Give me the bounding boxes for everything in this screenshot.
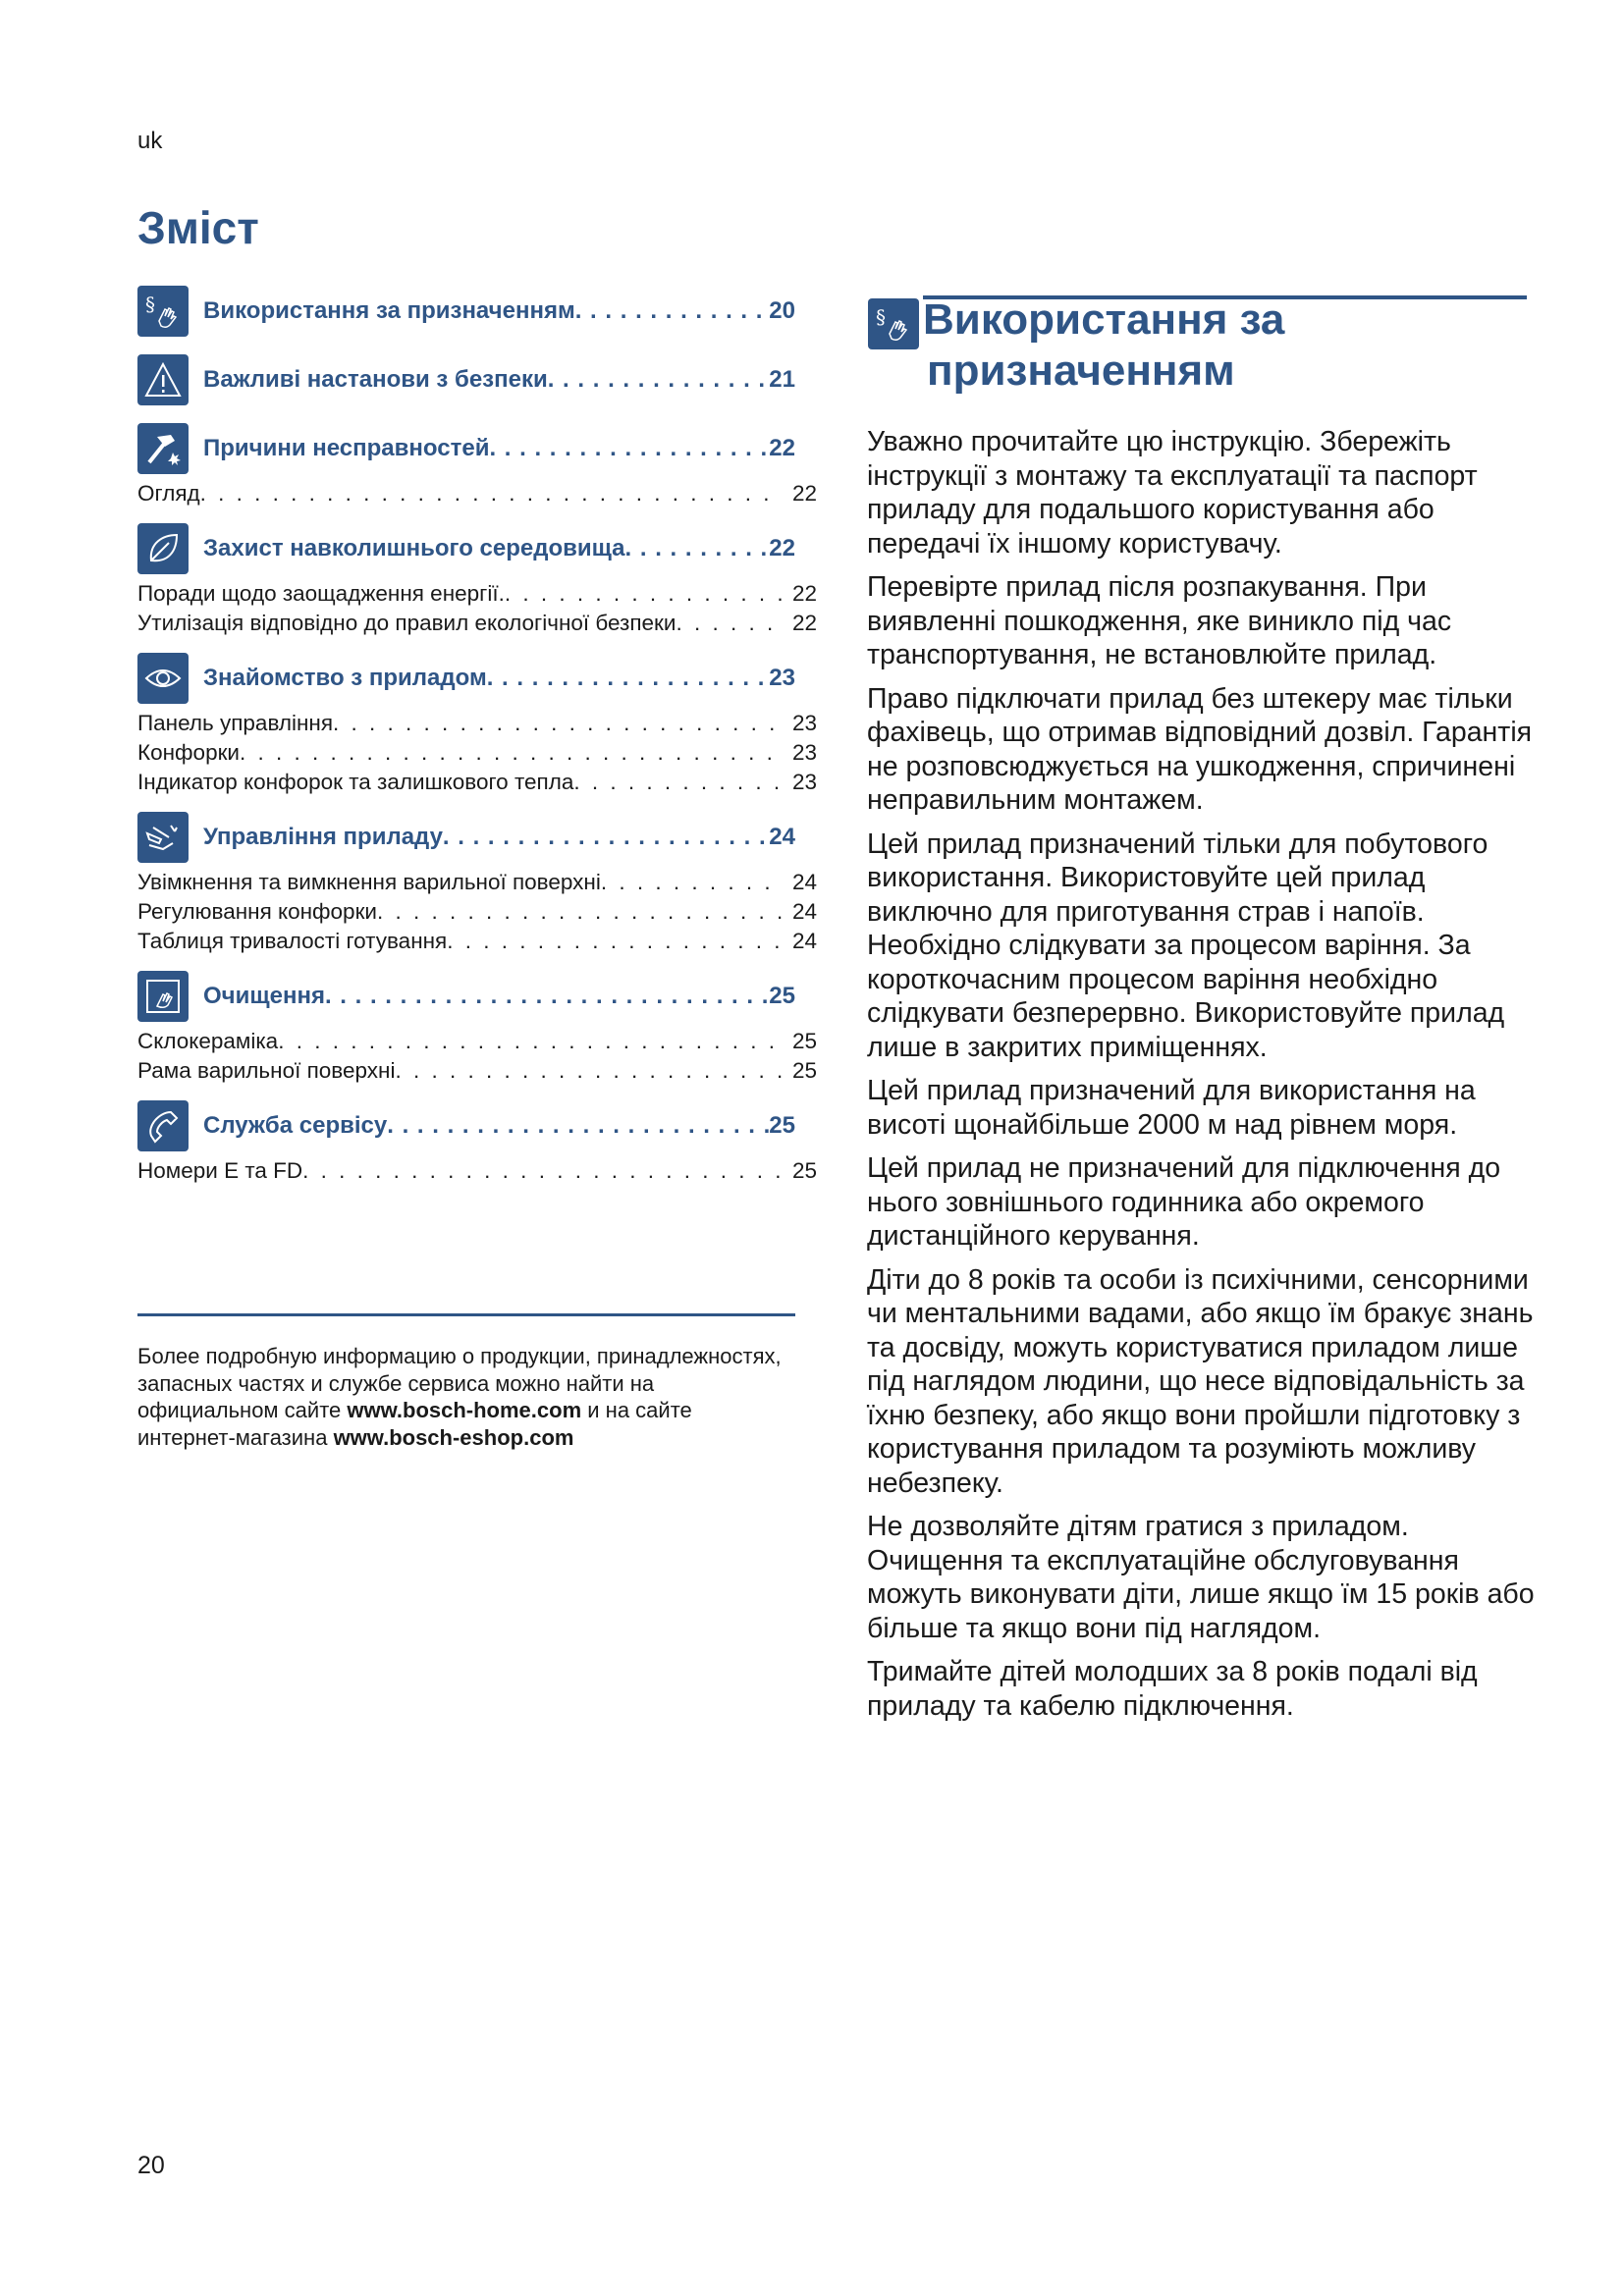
leader-dots	[676, 609, 782, 638]
toc-heading-title: Служба сервісу	[203, 1112, 388, 1139]
toc-heading-title: Знайомство з приладом	[203, 665, 487, 691]
paragraph: Не дозволяйте дітям гратися з приладом. Очищення та експлуатаційне обслуговування можуть виконувати діти, лише якщо їм 15 років або більше та якщо вони під наглядом.	[867, 1511, 1535, 1644]
toc-entry-label: Поради щодо заощадження енергії.	[137, 581, 505, 606]
toc-entry[interactable]	[137, 738, 817, 768]
toc-entry[interactable]	[137, 927, 817, 956]
toc-entry-page: 25	[791, 1158, 817, 1183]
toc-entry[interactable]	[137, 579, 817, 609]
paragraph-hand-icon	[868, 298, 919, 349]
section-title-line1: Використання за	[923, 295, 1285, 344]
toc-heading-title: Управління приладу	[203, 824, 443, 850]
section-title-line2: призначенням	[927, 347, 1235, 395]
paragraph: Перевірте прилад після розпакування. При виявленні пошкодження, яке виникло під час транспортування, не встановлюйте прилад.	[867, 571, 1452, 670]
toc-entry[interactable]	[137, 897, 817, 927]
toc-entry-label: Регулювання конфорки	[137, 899, 377, 924]
toc-entry-page: 25	[791, 1029, 817, 1053]
paragraph: Цей прилад призначений тільки для побутового використання. Використовуйте цей прилад виключно для приготування страв і напоїв. Необхідно слідкувати за процесом варіння. За короткочасним процесом варіння необхідно слідкувати безперервно. Використовуйте прилад лише в закритих приміщеннях.	[867, 828, 1505, 1063]
paragraph: Цей прилад не призначений для підключення до нього зовнішнього годинника або окремого дистанційного керування.	[867, 1152, 1501, 1252]
paragraph: Діти до 8 років та особи із психічними, сенсорними чи ментальними вадами, або якщо їм бракує знань та досвіду, можуть користуватися приладом лише під наглядом людини, що несе відповідальність за їхню безпеку, або якщо вони пройшли підготовку з користування приладом та розуміють можливу небезпеку.	[867, 1263, 1534, 1499]
leader-dots	[489, 435, 769, 462]
toc-entry-label: Номери E та FD	[137, 1158, 303, 1183]
leader-dots	[443, 824, 769, 851]
toc-entry-page: 22	[791, 481, 817, 506]
leader-dots	[575, 297, 770, 325]
leader-dots	[325, 983, 769, 1010]
toc-entry[interactable]	[137, 709, 817, 738]
toc-section	[137, 420, 817, 508]
toc-heading[interactable]	[137, 420, 817, 477]
toc-entry-label: Панель управління	[137, 711, 334, 735]
leader-dots	[625, 535, 770, 562]
toc-heading[interactable]	[137, 283, 817, 340]
svg-text:§: §	[145, 293, 155, 316]
toc-heading-page: 23	[769, 665, 795, 691]
leader-dots	[487, 665, 770, 692]
toc-heading-page: 25	[769, 983, 795, 1009]
leader-dots	[601, 868, 782, 897]
leader-dots	[240, 738, 782, 768]
hand-control-icon	[137, 812, 189, 863]
svg-text:§: §	[876, 305, 886, 329]
toc-entry-label: Увімкнення та вимкнення варильної поверхні	[137, 870, 601, 894]
toc-entry-page: 24	[791, 870, 817, 894]
toc-entry[interactable]	[137, 1027, 817, 1056]
toc-entry-label: Склокераміка	[137, 1029, 279, 1053]
toc-heading-title: Захист навколишнього середовища	[203, 535, 625, 561]
hammer-icon	[137, 423, 189, 474]
section-title	[923, 294, 1532, 397]
toc-entry[interactable]	[137, 479, 817, 508]
toc-heading-page: 20	[769, 297, 795, 324]
toc-heading-title: Використання за призначенням	[203, 297, 575, 324]
divider	[137, 1313, 795, 1316]
leader-dots	[548, 366, 770, 394]
website-link[interactable]: www.bosch-home.com	[347, 1398, 582, 1422]
paragraph: Цей прилад призначений для використання на висоті щонайбільше 2000 м над рівнем моря.	[867, 1075, 1476, 1141]
toc-heading[interactable]	[137, 968, 817, 1025]
leader-dots	[302, 1156, 782, 1186]
toc-entry[interactable]	[137, 1056, 817, 1086]
cleaning-icon	[137, 971, 189, 1022]
toc-entry-page: 22	[791, 611, 817, 635]
leader-dots	[333, 709, 782, 738]
toc-heading[interactable]	[137, 809, 817, 866]
toc-section	[137, 351, 817, 408]
toc-heading-page: 22	[769, 435, 795, 461]
toc-entry-page: 24	[791, 899, 817, 924]
toc-entry-page: 23	[791, 740, 817, 765]
note-text: Более подробную информацию о продукции, принадлежностях, запасных частях и службе сервиса можно найти на официальном сайте	[137, 1344, 782, 1422]
toc-entry-page: 23	[791, 770, 817, 794]
eshop-link[interactable]: www.bosch-eshop.com	[333, 1424, 574, 1450]
language-code: uk	[137, 128, 163, 154]
leader-dots	[377, 897, 782, 927]
leader-dots	[447, 927, 782, 956]
toc-entry-page: 22	[791, 581, 817, 606]
table-of-contents	[137, 283, 817, 1198]
leader-dots	[505, 579, 782, 609]
toc-title: Зміст	[137, 202, 259, 253]
footer-note	[137, 1343, 785, 1451]
toc-entry-label: Індикатор конфорок та залишкового тепла	[137, 770, 574, 794]
leader-dots	[278, 1027, 782, 1056]
leaf-icon	[137, 523, 189, 574]
leader-dots	[573, 768, 782, 797]
toc-entry-label: Огляд	[137, 481, 200, 506]
toc-heading-page: 25	[769, 1112, 795, 1139]
toc-section	[137, 520, 817, 638]
toc-heading-title: Важливі настанови з безпеки	[203, 366, 548, 393]
toc-section	[137, 283, 817, 340]
paragraph: Право підключати прилад без штекеру має тільки фахівець, що отримав відповідний дозвіл. Гарантія не розповсюджується на ушкодження, спричинені неправильним монтажем.	[867, 682, 1533, 816]
toc-heading-title: Причини несправностей	[203, 435, 490, 461]
toc-heading[interactable]	[137, 650, 817, 707]
toc-entry[interactable]	[137, 609, 817, 638]
page-number: 20	[137, 2152, 165, 2179]
leader-dots	[395, 1056, 782, 1086]
toc-entry-label: Утилізація відповідно до правил екологічної безпеки	[137, 611, 677, 635]
toc-heading-page: 21	[769, 366, 795, 393]
paragraph: Уважно прочитайте цю інструкцію. Збережіть інструкції з монтажу та експлуатації та паспорт приладу для подальшого користування або передачі їх іншому користувачу.	[867, 426, 1478, 560]
note-text: и на сайте интернет-магазина	[137, 1398, 692, 1450]
toc-heading[interactable]	[137, 351, 817, 408]
paragraph-hand-icon	[137, 286, 189, 337]
toc-heading[interactable]	[137, 1097, 817, 1154]
toc-entry-page: 23	[791, 711, 817, 735]
toc-heading[interactable]	[137, 520, 817, 577]
paragraph: Тримайте дітей молодших за 8 років подалі від приладу та кабелю підключення.	[867, 1656, 1478, 1722]
leader-dots	[200, 479, 782, 508]
toc-section	[137, 968, 817, 1086]
toc-entry[interactable]	[137, 768, 817, 797]
toc-section	[137, 809, 817, 956]
toc-entry-page: 25	[791, 1058, 817, 1083]
toc-entry-label: Конфорки	[137, 740, 240, 765]
toc-entry[interactable]	[137, 1156, 817, 1186]
toc-heading-page: 22	[769, 535, 795, 561]
toc-section	[137, 1097, 817, 1186]
toc-entry-label: Таблиця тривалості готування	[137, 929, 448, 953]
leader-dots	[387, 1112, 769, 1140]
toc-entry-label: Рама варильної поверхні	[137, 1058, 396, 1083]
toc-section	[137, 650, 817, 797]
toc-entry-page: 24	[791, 929, 817, 953]
toc-entry[interactable]	[137, 868, 817, 897]
warning-triangle-icon	[137, 354, 189, 405]
toc-heading-page: 24	[769, 824, 795, 850]
toc-heading-title: Очищення	[203, 983, 325, 1009]
eye-icon	[137, 653, 189, 704]
section-body	[867, 425, 1535, 1733]
phone-icon	[137, 1100, 189, 1151]
